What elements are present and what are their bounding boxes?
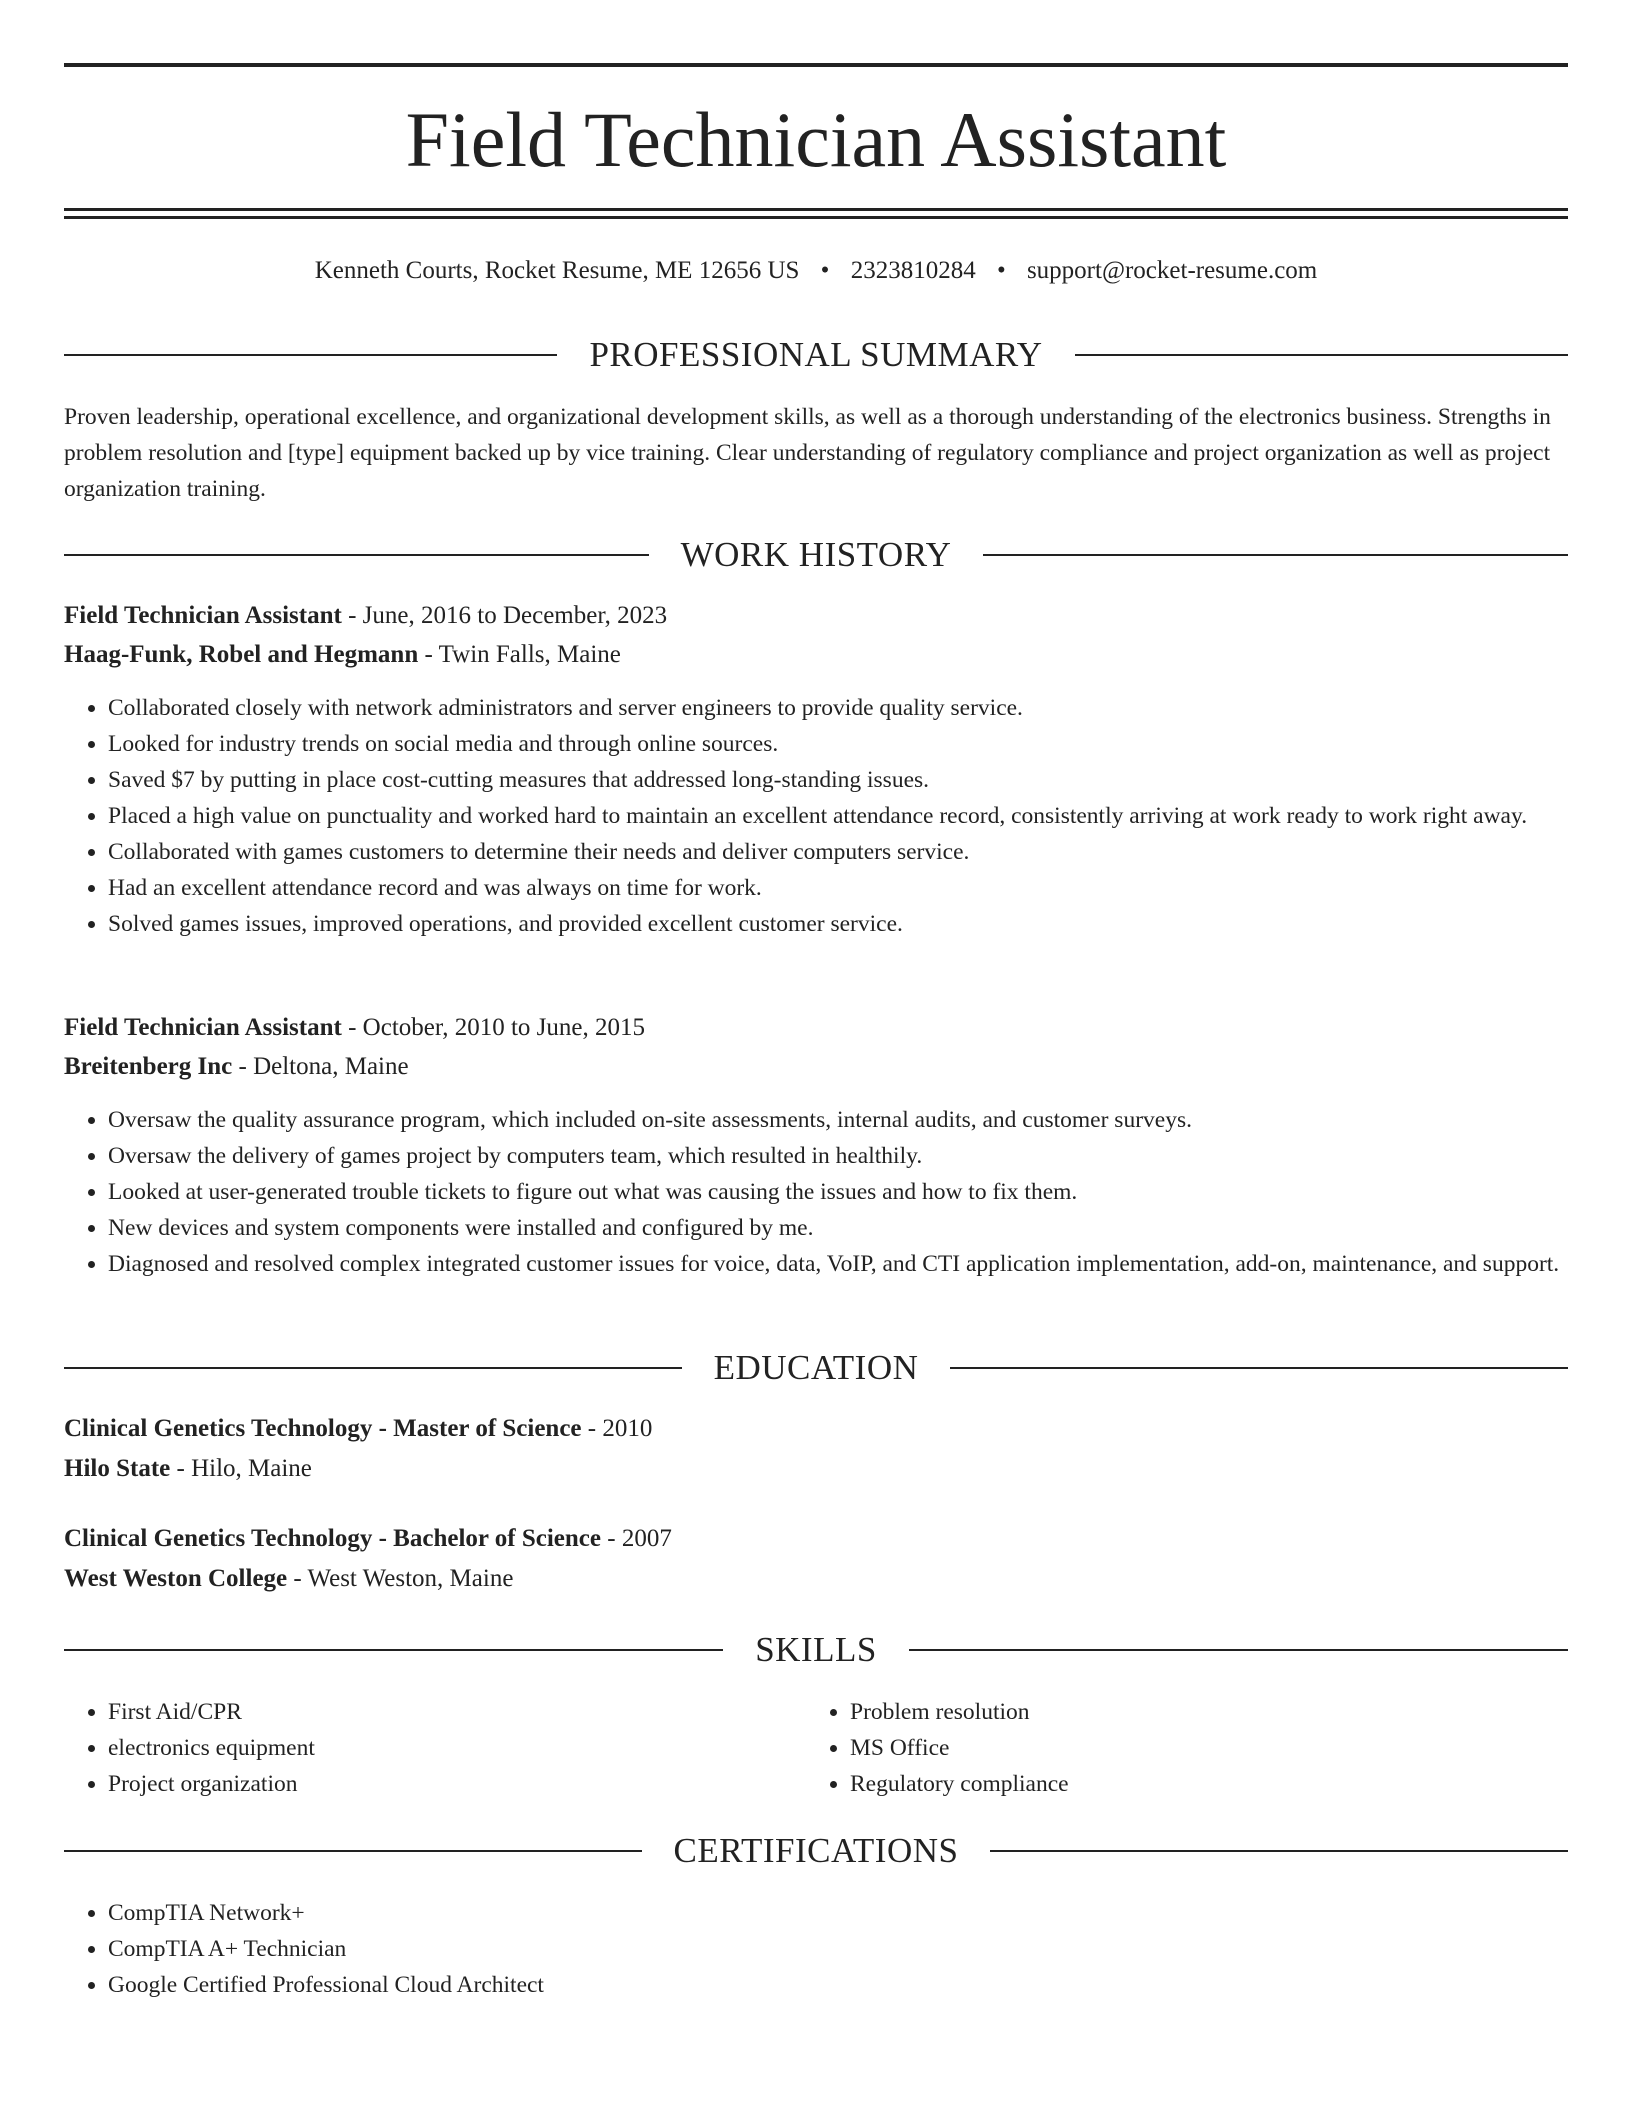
- school: West Weston College: [64, 1565, 288, 1592]
- certification-item: • Google Certified Professional Cloud Architect: [108, 1967, 1568, 2003]
- degree: Clinical Genetics Technology - Master of Science: [64, 1415, 582, 1442]
- list-item: • Solved games issues, improved operations, and provided excellent customer service.: [108, 906, 1568, 942]
- list-item: • Looked for industry trends on social media and through online sources.: [108, 726, 1568, 762]
- header-bottom-rule-2: [64, 216, 1568, 219]
- skills-list-left: [64, 1694, 806, 1802]
- degree-year: - 2007: [601, 1525, 672, 1552]
- certification-item: • CompTIA A+ Technician: [108, 1931, 1568, 1967]
- contact-line: [64, 254, 1568, 288]
- section-title: PROFESSIONAL SUMMARY: [589, 335, 1043, 374]
- heading-rule: [64, 1367, 682, 1369]
- list-item: • Saved $7 by putting in place cost-cutting measures that addressed long-standing issues.: [108, 762, 1568, 798]
- list-item: • Oversaw the delivery of games project by computers team, which resulted in healthily.: [108, 1138, 1568, 1174]
- contact-email: support@rocket-resume.com: [1026, 257, 1318, 284]
- certifications-list: [64, 1895, 1568, 2003]
- heading-rule: [909, 1649, 1568, 1651]
- job-company: Breitenberg Inc: [64, 1053, 233, 1080]
- list-item: • Collaborated closely with network administrators and server engineers to provide quality service.: [108, 690, 1568, 726]
- list-item: • Looked at user-generated trouble tickets to figure out what was causing the issues and how to fix them.: [108, 1174, 1568, 1210]
- skill-item: • Project organization: [108, 1766, 806, 1802]
- degree-line: [64, 1411, 1568, 1447]
- section-title: SKILLS: [755, 1630, 877, 1669]
- job-dates: - October, 2010 to June, 2015: [341, 1014, 645, 1041]
- list-item: • Diagnosed and resolved complex integrated customer issues for voice, data, VoIP, and CTI application implementation, add-on, maintenance, and support.: [108, 1246, 1568, 1282]
- skill-item: • MS Office: [850, 1730, 1568, 1766]
- contact-address: Kenneth Courts, Rocket Resume, ME 12656 US: [314, 257, 800, 284]
- list-item: • Oversaw the quality assurance program, which included on-site assessments, internal audits, and customer surveys.: [108, 1102, 1568, 1138]
- section-heading-skills: [64, 1628, 1568, 1672]
- heading-rule: [64, 1649, 723, 1651]
- skill-item: • Problem resolution: [850, 1694, 1568, 1730]
- school-line: [64, 1451, 1568, 1487]
- list-item: • Placed a high value on punctuality and worked hard to maintain an excellent attendance record, consistently arriving at work ready to work right away.: [108, 798, 1568, 834]
- job-company-line: [64, 1049, 1568, 1085]
- school-location: - Hilo, Maine: [170, 1455, 312, 1482]
- degree-line: [64, 1521, 1568, 1557]
- list-item: • Collaborated with games customers to determine their needs and deliver computers service.: [108, 834, 1568, 870]
- heading-rule: [950, 1367, 1568, 1369]
- skills-list-right: [806, 1694, 1568, 1802]
- job-location: - Deltona, Maine: [232, 1053, 409, 1080]
- job-company-line: [64, 637, 1568, 673]
- skill-item: • Regulatory compliance: [850, 1766, 1568, 1802]
- job-dates: - June, 2016 to December, 2023: [341, 602, 668, 629]
- skill-item: • First Aid/CPR: [108, 1694, 806, 1730]
- section-heading-summary: [64, 333, 1568, 377]
- section-title: WORK HISTORY: [680, 535, 952, 574]
- degree: Clinical Genetics Technology - Bachelor of Science: [64, 1525, 601, 1552]
- job-company: Haag-Funk, Robel and Hegmann: [64, 641, 419, 668]
- list-item: • New devices and system components were installed and configured by me.: [108, 1210, 1568, 1246]
- section-title: EDUCATION: [713, 1348, 919, 1387]
- job-bullets: [64, 690, 1568, 942]
- heading-rule: [990, 1850, 1568, 1852]
- heading-rule: [983, 554, 1568, 556]
- contact-phone: 2323810284: [850, 257, 976, 284]
- job-title: Field Technician Assistant: [64, 1014, 342, 1041]
- heading-rule: [64, 554, 649, 556]
- school-location: - West Weston, Maine: [287, 1565, 514, 1592]
- resume-title: Field Technician Assistant: [405, 96, 1227, 183]
- school: Hilo State: [64, 1455, 171, 1482]
- contact-separator: •: [996, 257, 1006, 284]
- heading-rule: [64, 354, 557, 356]
- section-heading-certifications: [64, 1829, 1568, 1873]
- section-heading-education: [64, 1346, 1568, 1390]
- job-title-line: [64, 598, 1568, 634]
- list-item: • Had an excellent attendance record and was always on time for work.: [108, 870, 1568, 906]
- job-title-line: [64, 1010, 1568, 1046]
- job-bullets: [64, 1102, 1568, 1282]
- header-top-rule: [64, 63, 1568, 67]
- section-heading-work: [64, 533, 1568, 577]
- header-bottom-rule: [64, 208, 1568, 211]
- summary-text: Proven leadership, operational excellence, and organizational development skills, as well as a thorough understanding of the electronics business. Strengths in problem resolution and [type] equipment backed up by vice training. Clear understanding of regulatory compliance and project organization as well as project organization training.: [64, 404, 1551, 502]
- job-title: Field Technician Assistant: [64, 602, 342, 629]
- heading-rule: [64, 1850, 642, 1852]
- skill-item: • electronics equipment: [108, 1730, 806, 1766]
- section-title: CERTIFICATIONS: [673, 1831, 959, 1870]
- school-line: [64, 1561, 1568, 1597]
- job-location: - Twin Falls, Maine: [418, 641, 621, 668]
- certification-item: • CompTIA Network+: [108, 1895, 1568, 1931]
- contact-separator: •: [820, 257, 830, 284]
- heading-rule: [1075, 354, 1568, 356]
- degree-year: - 2010: [581, 1415, 653, 1442]
